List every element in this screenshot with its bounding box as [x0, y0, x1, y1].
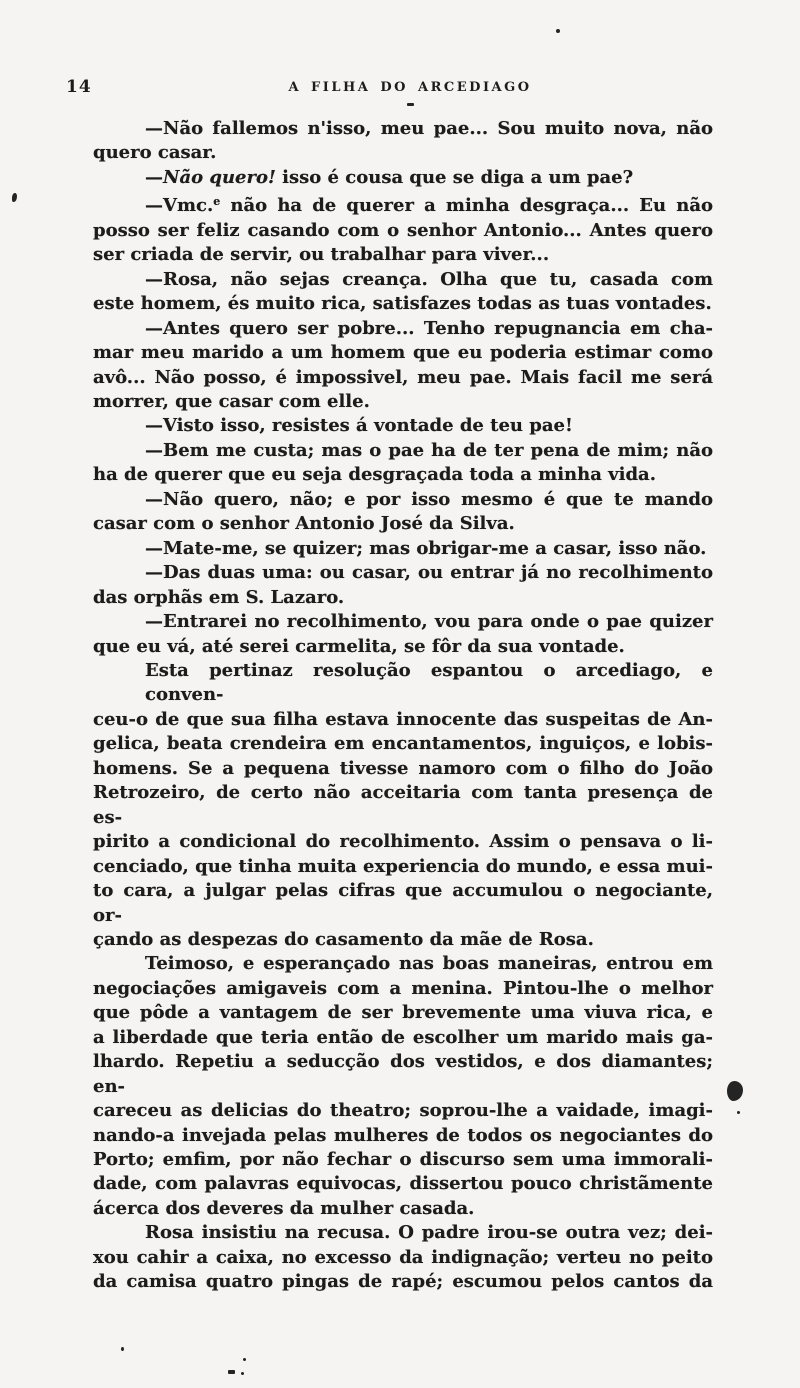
running-header	[0, 76, 800, 98]
text-segment: Porto; emfim, por não fechar o discurso sem uma immorali-	[93, 1149, 713, 1171]
text-line	[93, 610, 713, 634]
text-segment: mar meu marido a um homem que eu poderia estimar como	[93, 342, 713, 364]
text-line	[93, 341, 713, 365]
ink-speck	[407, 103, 414, 106]
text-segment: —Bem me custa; mas o pae ha de ter pena de mim; não	[145, 439, 713, 461]
text-segment: lhardo. Repetiu a seducção dos vestidos, e dos diamantes; en-	[93, 1051, 713, 1097]
text-segment: xou cahir a caixa, no excesso da indignação; verteu no peito	[93, 1246, 713, 1268]
text-line	[93, 1026, 713, 1050]
text-line	[93, 1197, 713, 1221]
text-line	[93, 1221, 713, 1245]
text-line	[93, 317, 713, 341]
text-segment: da camisa quatro pingas de rapé; escumou pelos cantos da	[93, 1271, 713, 1293]
text-line	[93, 141, 713, 165]
text-line	[93, 292, 713, 316]
text-line	[93, 928, 713, 952]
text-line	[93, 268, 713, 292]
text-line	[93, 537, 713, 561]
text-segment: quero casar.	[93, 142, 217, 164]
text-segment: ha de querer que eu seja desgraçada toda a minha vida.	[93, 464, 656, 486]
text-segment: dade, com palavras equivocas, dissertou pouco christãmente	[93, 1173, 713, 1195]
text-segment: que pôde a vantagem de ser brevemente uma viuva rica, e	[93, 1002, 713, 1024]
ink-speck	[737, 1111, 740, 1114]
text-segment: morrer, que casar com elle.	[93, 390, 370, 412]
text-segment: —	[145, 166, 163, 188]
text-segment: Retrozeiro, de certo não acceitaria com tanta presença de es-	[93, 782, 713, 828]
text-block	[93, 117, 713, 1295]
text-line	[93, 1172, 713, 1196]
text-line	[93, 190, 713, 218]
text-line	[93, 659, 713, 708]
text-line	[93, 855, 713, 879]
text-line	[93, 561, 713, 585]
text-segment: nando-a invejada pelas mulheres de todos os negociantes do	[93, 1124, 713, 1146]
text-segment: negociações amigaveis com a menina. Pintou-lhe o melhor	[93, 977, 713, 999]
text-segment: das orphãs em S. Lazaro.	[93, 586, 345, 608]
text-segment: ceu-o de que sua filha estava innocente das suspeitas de An-	[93, 708, 713, 730]
text-line	[93, 830, 713, 854]
text-segment: —Entrarei no recolhimento, vou para onde o pae quizer	[145, 611, 713, 633]
text-line	[93, 1124, 713, 1148]
text-line	[93, 512, 713, 536]
text-segment: çando as despezas do casamento da mãe de Rosa.	[93, 928, 594, 950]
text-segment: —Mate-me, se quizer; mas obrigar-me a casar, isso não.	[145, 537, 707, 559]
text-line	[93, 635, 713, 659]
text-segment: —Antes quero ser pobre... Tenho repugnancia em cha-	[145, 317, 713, 339]
text-line	[93, 586, 713, 610]
text-line	[93, 390, 713, 414]
text-segment: a liberdade que teria então de escolher um marido mais ga-	[93, 1026, 713, 1048]
text-line	[93, 1001, 713, 1025]
text-line	[93, 781, 713, 830]
ink-speck	[556, 29, 560, 33]
ink-speck	[228, 1370, 235, 1374]
text-line	[93, 1148, 713, 1172]
text-line	[93, 879, 713, 928]
text-line	[93, 708, 713, 732]
text-line	[93, 243, 713, 267]
text-line	[93, 117, 713, 141]
text-segment-sup: e	[213, 195, 221, 209]
text-segment: este homem, és muito rica, satisfazes todas as tuas vontades.	[93, 293, 712, 315]
text-line	[93, 414, 713, 438]
text-line	[93, 366, 713, 390]
text-line	[93, 439, 713, 463]
text-line	[93, 488, 713, 512]
text-line	[93, 977, 713, 1001]
text-line	[93, 219, 713, 243]
ink-speck	[241, 1372, 244, 1375]
text-segment: avô... Não posso, é impossivel, meu pae. Mais facil me será	[93, 366, 713, 388]
text-segment: posso ser feliz casando com o senhor Antonio... Antes quero	[93, 219, 713, 241]
text-line	[93, 732, 713, 756]
text-line	[93, 1246, 713, 1270]
text-segment: —Não quero, não; e por isso mesmo é que te mando	[145, 488, 713, 510]
text-segment: Rosa insistiu na recusa. O padre irou-se outra vez; dei-	[145, 1222, 713, 1244]
text-segment-italic: Não quero!	[163, 166, 276, 188]
ink-speck	[243, 1358, 246, 1361]
text-segment: to cara, a julgar pelas cifras que accumulou o negociante, or-	[93, 880, 713, 926]
text-segment: careceu as delicias do theatro; soprou-lhe a vaidade, imagi-	[93, 1100, 713, 1122]
text-line	[93, 757, 713, 781]
text-line	[93, 166, 713, 190]
text-segment: —Visto isso, resistes á vontade de teu pae!	[145, 415, 573, 437]
text-segment: que eu vá, até serei carmelita, se fôr da sua vontade.	[93, 635, 625, 657]
text-segment: casar com o senhor Antonio José da Silva.	[93, 513, 515, 535]
text-segment: não ha de querer a minha desgraça... Eu não	[220, 195, 713, 217]
text-line	[93, 1050, 713, 1099]
text-segment: —Não fallemos n'isso, meu pae... Sou muito nova, não	[145, 118, 713, 139]
page-number: 14	[66, 77, 92, 97]
text-segment: Esta pertinaz resolução espantou o arcediago, e conven-	[145, 659, 713, 706]
text-line	[93, 1099, 713, 1123]
ink-speck	[12, 193, 17, 202]
running-title: A FILHA DO ARCEDIAGO	[288, 80, 532, 95]
text-line	[93, 952, 713, 976]
text-line	[93, 463, 713, 487]
text-segment: cenciado, que tinha muita experiencia do mundo, e essa mui-	[93, 855, 713, 877]
text-segment: ser criada de servir, ou trabalhar para viver...	[93, 244, 550, 266]
text-segment: —Rosa, não sejas creança. Olha que tu, casada com	[145, 268, 713, 290]
text-segment: pirito a condicional do recolhimento. Assim o pensava o li-	[93, 831, 713, 853]
text-segment: —Vmc.	[145, 195, 214, 217]
ink-speck	[727, 1081, 743, 1101]
text-segment: Teimoso, e esperançado nas boas maneiras, entrou em	[145, 953, 713, 975]
text-segment: homens. Se a pequena tivesse namoro com o filho do João	[93, 757, 713, 779]
ink-speck	[121, 1347, 124, 1351]
text-line	[93, 1270, 713, 1294]
text-segment: gelica, beata crendeira em encantamentos, inguiços, e lobis-	[93, 733, 713, 755]
text-segment: isso é cousa que se diga a um pae?	[275, 166, 634, 188]
text-segment: ácerca dos deveres da mulher casada.	[93, 1197, 475, 1219]
text-segment: —Das duas uma: ou casar, ou entrar já no recolhimento	[145, 562, 713, 584]
